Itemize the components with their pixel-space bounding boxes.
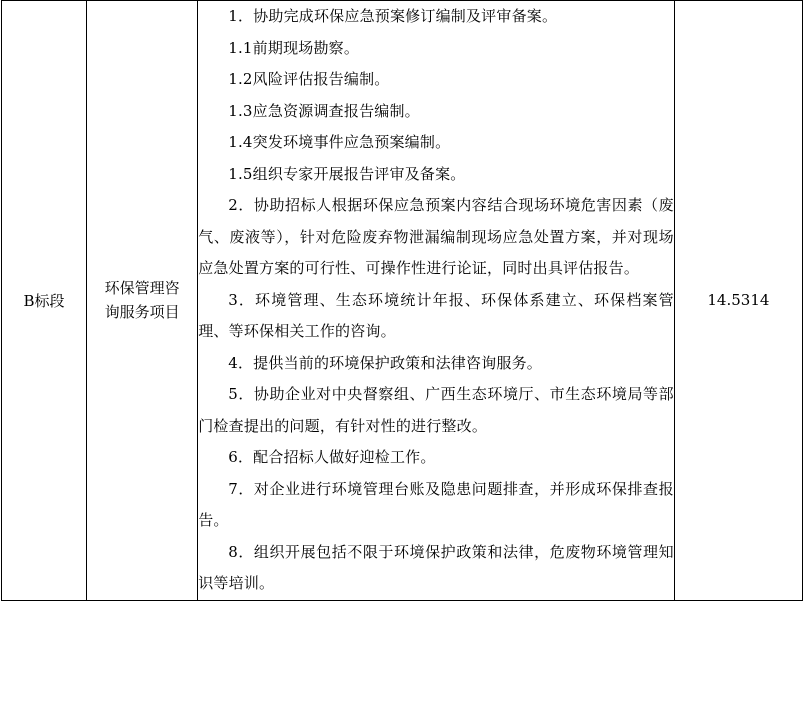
cell-amount: 14.5314 (674, 1, 802, 601)
list-item: 1.5组织专家开展报告评审及备案。 (228, 164, 466, 183)
list-item: 2．协助招标人根据环保应急预案内容结合现场环境危害因素（废气、废液等），针对危险废弃物泄漏编制现场应急处置方案，并对现场应急处置方案的可行性、可操作性进行论证，同时出具评估报告。 (198, 196, 674, 277)
contract-items-table (1, 0, 803, 601)
list-item: 3．环境管理、生态环境统计年报、环保体系建立、环保档案管理、等环保相关工作的咨询。 (198, 290, 674, 340)
list-item: 7．对企业进行环境管理台账及隐患问题排查，并形成环保排查报告。 (198, 479, 674, 529)
list-item: 1.4突发环境事件应急预案编制。 (228, 133, 451, 151)
list-item: 5．协助企业对中央督察组、广西生态环境厅、市生态环境局等部门检查提出的问题，有针对性的进行整改。 (198, 385, 674, 435)
table-body (2, 1, 803, 601)
list-item: 1.2风险评估报告编制。 (228, 70, 390, 88)
list-item: 6．配合招标人做好迎检工作。 (228, 448, 436, 466)
list-item: 4．提供当前的环境保护政策和法律咨询服务。 (228, 353, 542, 372)
cell-service-content (198, 1, 675, 601)
list-item: 1.3应急资源调查报告编制。 (228, 101, 420, 120)
cell-project-name (87, 1, 198, 601)
project-name-line-2: 询服务项目 (104, 303, 180, 322)
list-item: 1.1前期现场勘察。 (228, 38, 360, 57)
table-row (2, 1, 803, 601)
cell-lot-number: B标段 (2, 1, 87, 601)
list-item: 1．协助完成环保应急预案修订编制及评审备案。 (228, 7, 558, 25)
service-content-list (198, 1, 674, 600)
project-name-line-1: 环保管理咨 (104, 279, 180, 298)
list-item: 8．组织开展包括不限于环境保护政策和法律，危废物环境管理知识等培训。 (198, 542, 674, 592)
